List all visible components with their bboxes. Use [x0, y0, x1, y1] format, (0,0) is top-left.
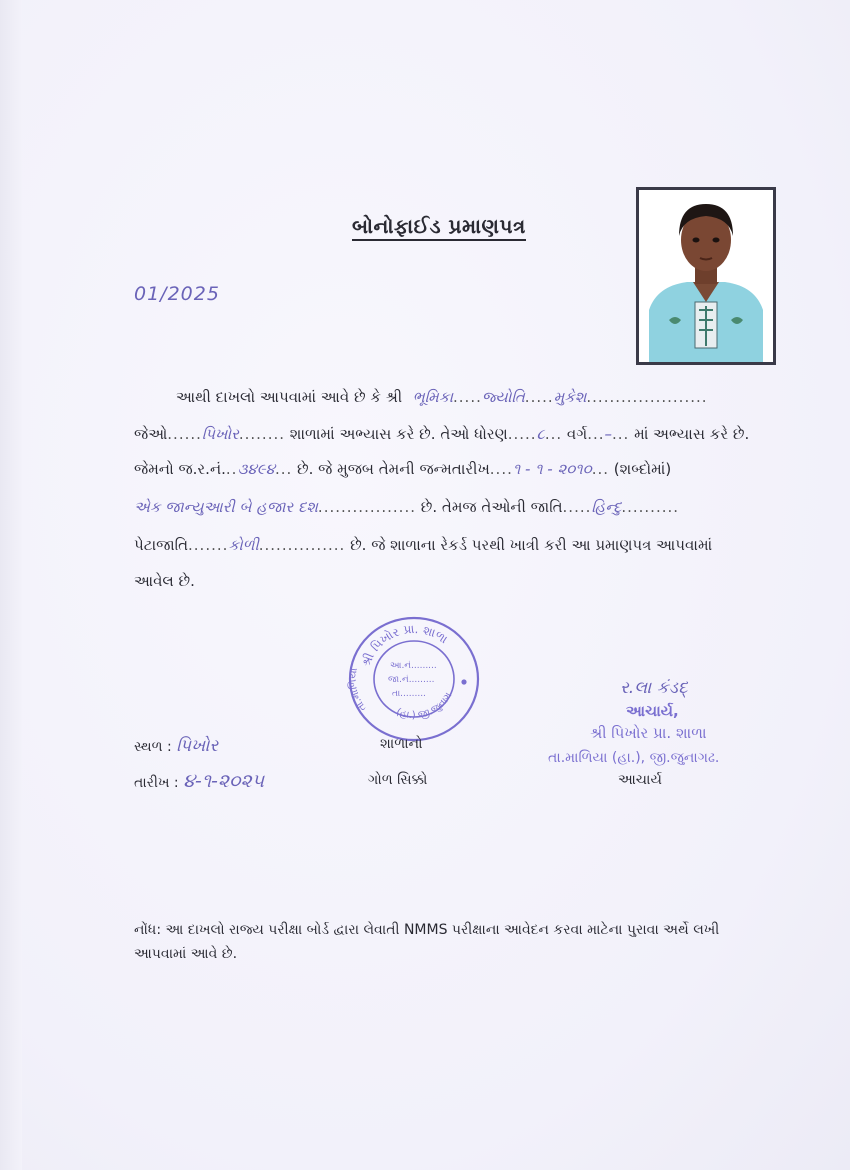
body-line-4: એક જાન્યુઆરી બે હજાર દશ................. છે. તેમજ તેઓની જાતિ.....હિન્દુ.......... [134, 498, 680, 516]
body-line-1: આથી દાખલો આપવામાં આવે છે કે શ્રી ભૂમિકા.....જ્યોતિ.....મુકેશ..................... [176, 388, 708, 406]
date-label: તારીખ : [134, 775, 179, 791]
scan-edge [0, 0, 22, 1170]
body-line-2: જેઓ......પિખોર........ શાળામાં અભ્યાસ કરે છે. તેઓ ધોરણ.....૮... વર્ગ...–... માં અભ્યાસ કરે છે. [134, 425, 750, 443]
place-value: પિખોર [176, 736, 219, 756]
line5-prefix: પેટાજાતિ [134, 536, 189, 554]
school-fill: પિખોર [201, 425, 239, 443]
school-stamp [346, 614, 482, 744]
line1-prefix: આથી દાખલો આપવામાં આવે છે કે શ્રી [176, 388, 403, 406]
place-label: સ્થળ : [134, 739, 172, 755]
signature-school-stamp: શ્રી પિખોર પ્રા. શાળા [590, 724, 707, 742]
student-portrait-icon [639, 190, 773, 362]
date-value: ૪-૧-૨૦૨૫ [183, 770, 265, 792]
student-name-middle: જ્યોતિ [481, 388, 525, 406]
subcaste-fill: કોળી [228, 536, 259, 554]
student-name-last: મુકેશ [553, 388, 587, 406]
line2-prefix: જેઓ [134, 425, 168, 443]
line3-mid: છે. જે મુજબ તેમની જન્મતારીખ [297, 460, 490, 478]
dob-fill: ૧ - ૧ - ૨૦૧૦ [512, 460, 592, 478]
standard-fill: ૮ [536, 425, 545, 443]
line4-mid: છે. તેમજ તેઓની જાતિ [420, 498, 563, 516]
student-name-first: ભૂમિકા [412, 388, 454, 406]
seal-label-school: શાળાનો [380, 736, 423, 752]
dob-words-fill: એક જાન્યુઆરી બે હજાર દશ [134, 498, 318, 516]
class-fill: – [604, 425, 613, 443]
seal-label-seal: ગોળ સિક્કો [368, 772, 428, 788]
stamp-inner-line-2: જા.નં......... [388, 675, 435, 685]
caste-fill: હિન્દુ [591, 498, 622, 516]
date-row [134, 770, 264, 792]
gr-no-fill: ૩૪૯૪ [237, 460, 275, 478]
signature-address-stamp: તા.માળિયા (હા.), જી.જુનાગઢ. [548, 750, 720, 766]
principal-signature: ર.લા કંડદ્ [620, 678, 688, 698]
certificate-title: બોનોફાઈડ પ્રમાણપત્ર [352, 214, 526, 241]
body-line-5: પેટાજાતિ.......કોળી............... છે. જે શાળાના રેકર્ડ પરથી ખાત્રી કરી આ પ્રમાણપત્ર આપવામાં [134, 536, 713, 554]
line2-mid: શાળામાં અભ્યાસ કરે છે. તેઓ ધોરણ [289, 425, 508, 443]
printed-principal-title: આચાર્ય [618, 772, 662, 788]
footnote: નોંધ: આ દાખલો રાજ્ય પરીક્ષા બોર્ડ દ્વારા લેવાતી NMMS પરીક્ષાના આવેદન કરવા માટેના પુરાવા અર્થે લખી આપવામાં આવે છે. [134, 922, 720, 962]
body-line-3: જેમનો જ.ર.નં...૩૪૯૪... છે. જે મુજબ તેમની જન્મતારીખ....૧ - ૧ - ૨૦૧૦... (શબ્દોમાં) [134, 460, 672, 478]
line3-prefix: જેમનો જ.ર.નં. [134, 460, 226, 478]
signature-title-stamp: આચાર્ય, [626, 702, 679, 720]
stamp-bottom-text: (હા.) જી.જુનાગ [394, 690, 455, 722]
line3-suffix: (શબ્દોમાં) [613, 460, 672, 478]
body-line-6: આવેલ છે. [134, 572, 195, 590]
place-row [134, 736, 218, 756]
line2-suffix: માં અભ્યાસ કરે છે. [634, 425, 750, 443]
line2-class: વર્ગ [566, 425, 588, 443]
student-photo [636, 187, 776, 365]
stamp-inner-line-1: આ.નં......... [390, 661, 437, 671]
line5-suffix: છે. જે શાળાના રેકર્ડ પરથી ખાત્રી કરી આ પ્રમાણપત્ર આપવામાં [350, 536, 713, 554]
stamp-inner-line-3: તા......... [392, 689, 426, 699]
top-date: 01/2025 [134, 283, 220, 305]
round-seal-icon [346, 614, 482, 744]
stamp-top-text: શ્રી પિખોર પ્રા. શાળા [358, 621, 451, 669]
stamp-left-text: તા.માળિયા [347, 667, 369, 714]
